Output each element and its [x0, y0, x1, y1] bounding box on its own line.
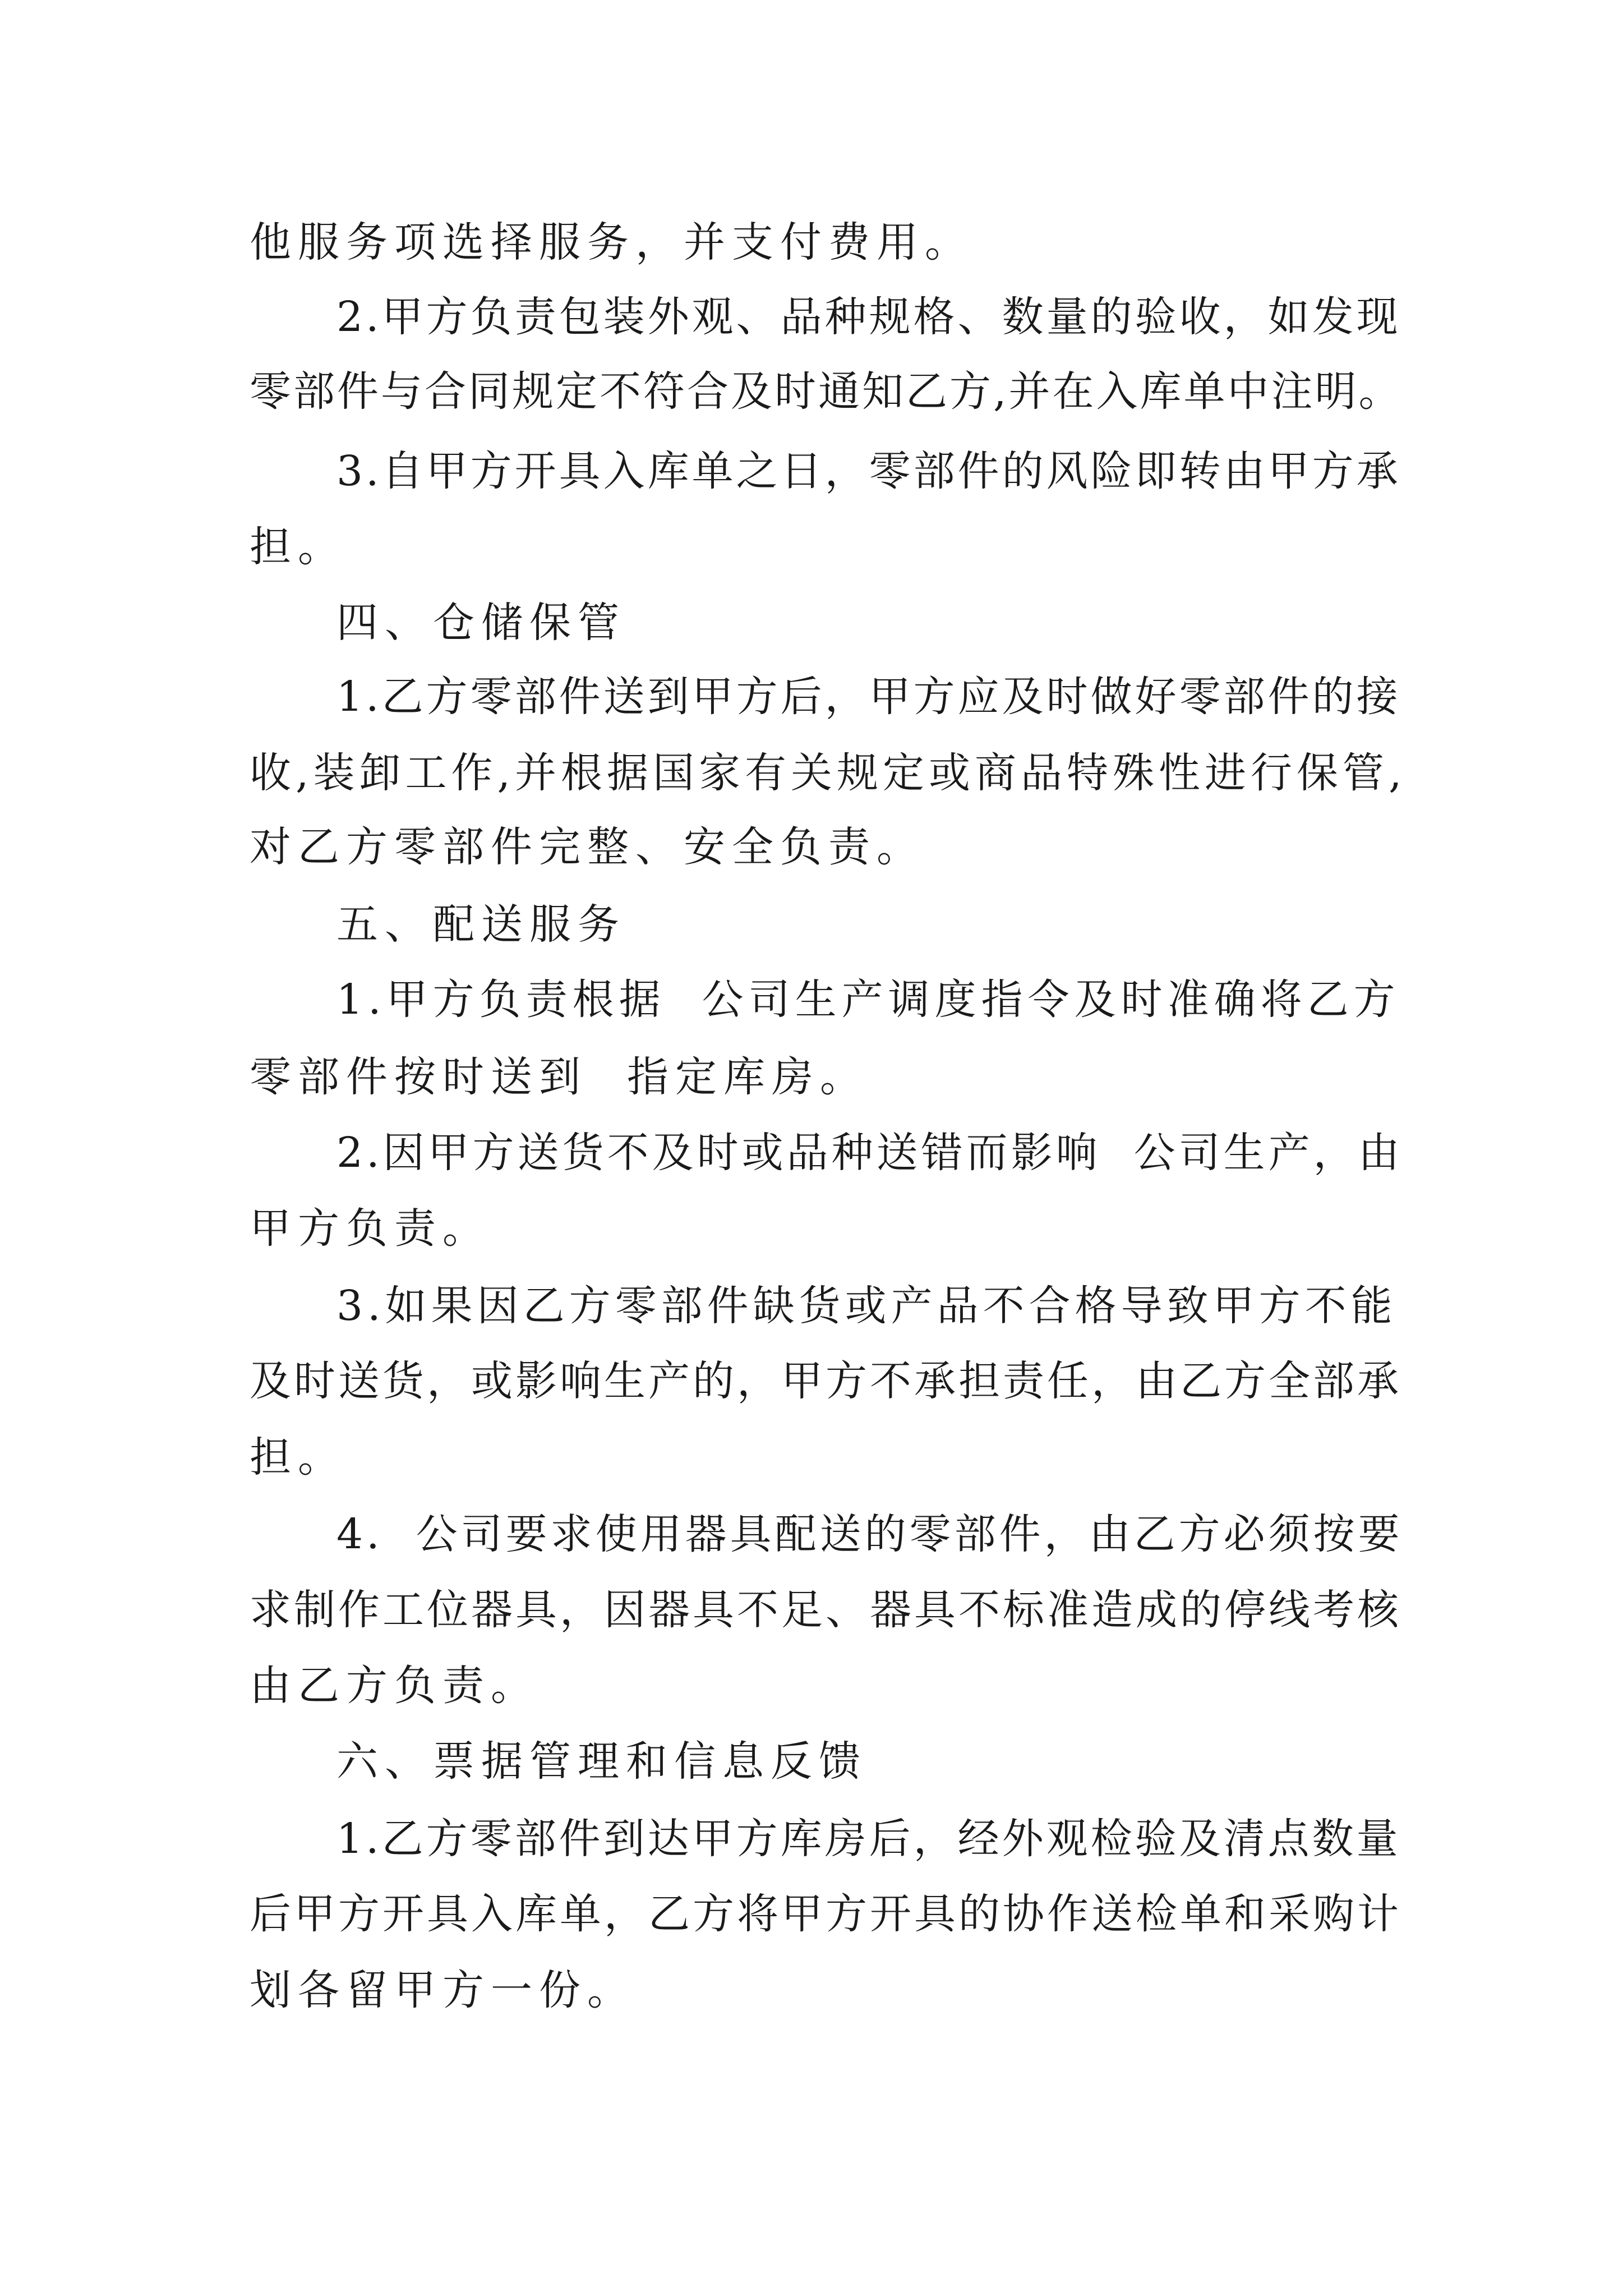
section-heading-6: 六、票据管理和信息反馈 [336, 1737, 867, 1786]
section-heading-5: 五、配送服务 [336, 900, 626, 949]
text-line-1: 他服务项选择服务，并支付费用。 [250, 218, 973, 266]
text-line-22: 1.乙方零部件到达甲方库房后，经外观检验及清点数量 [336, 1815, 1401, 1863]
text-line-16: 及时送货，或影响生产的，甲方不承担责任，由乙方全部承 [250, 1357, 1401, 1405]
text-line-12: 零部件按时送到 指定库房。 [250, 1053, 869, 1101]
text-line-7: 1.乙方零部件送到甲方后，甲方应及时做好零部件的接 [336, 673, 1401, 721]
text-line-20: 由乙方负责。 [250, 1662, 539, 1710]
text-line-5: 担。 [250, 523, 346, 571]
text-line-13: 2.因甲方送货不及时或品种送错而影响 公司生产，由 [336, 1129, 1403, 1177]
text-line-2: 2.甲方负责包装外观、品种规格、数量的验收，如发现 [336, 293, 1401, 341]
section-heading-4: 四、仓储保管 [336, 599, 626, 647]
text-line-8: 收,装卸工作,并根据国家有关规定或商品特殊性进行保管, [250, 749, 1407, 797]
text-line-3: 零部件与合同规定不符合及时通知乙方,并在入库单中注明。 [250, 367, 1403, 416]
text-line-19: 求制作工位器具，因器具不足、器具不标准造成的停线考核 [250, 1586, 1401, 1634]
text-line-4: 3.自甲方开具入库单之日，零部件的风险即转由甲方承 [336, 447, 1401, 495]
text-line-15: 3.如果因乙方零部件缺货或产品不合格导致甲方不能 [336, 1282, 1397, 1330]
text-line-18: 4. 公司要求使用器具配送的零部件，由乙方必须按要 [336, 1510, 1403, 1558]
text-line-23: 后甲方开具入库单，乙方将甲方开具的协作送检单和采购计 [250, 1890, 1401, 1938]
text-line-24: 划各留甲方一份。 [250, 1966, 635, 2014]
text-line-11: 1.甲方负责根据 公司生产调度指令及时准确将乙方 [336, 976, 1400, 1024]
text-line-9: 对乙方零部件完整、安全负责。 [250, 823, 925, 871]
text-line-17: 担。 [250, 1433, 346, 1481]
text-line-14: 甲方负责。 [250, 1204, 491, 1253]
